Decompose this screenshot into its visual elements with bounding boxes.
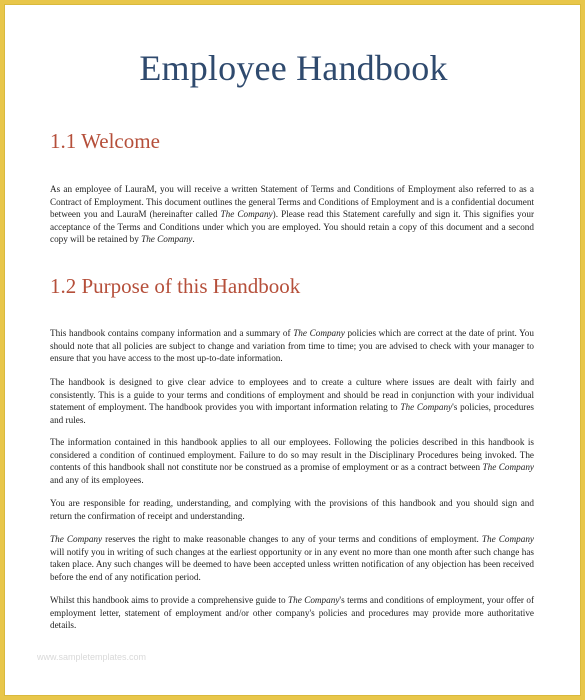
paragraph: The Company reserves the right to make reasonable changes to any of your terms and conditions of employment. The Company will notify you in writing of such changes at the earliest opportunity or in any event no more than one month after such change has taken place. Any such changes will be deemed to have been accepted unless written notification of any objection has been received before the end of any notification period. [50,534,535,582]
paragraph: This handbook contains company information and a summary of The Company policies which are correct at the date of print. You should note that all policies are subject to change and variation from time to time; you are advised to check with your manager to ensure that you have access to the most up-to-date information. [50,328,534,364]
watermark: www.sampletemplates.com [37,652,147,662]
paragraph: The information contained in this handbook applies to all our employees. Following the policies described in this handbook is considered a condition of continued employment. Failure to do so may result in the Disciplinary Procedures being invoked. The contents of this handbook shall not constitute nor be construed as a promise of employment or as a contract between The Company and any of its employees. [50,437,534,485]
section-heading-welcome: 1.1 Welcome [50,129,160,153]
paragraph: You are responsible for reading, understanding, and complying with the provisions of this handbook and you should sign and return the confirmation of receipt and understanding. [50,498,534,521]
document-title: Employee Handbook [139,48,448,88]
section-heading-purpose: 1.2 Purpose of this Handbook [50,274,301,298]
paragraph: The handbook is designed to give clear advice to employees and to create a culture where issues are dealt with fairly and consistently. This is a guide to your terms and conditions of employment and should be read in conjunction with your individual statement of employment. The handbook provides you with important information relating to The Company's policies, procedures and rules. [50,377,535,425]
paragraph: As an employee of LauraM, you will receive a written Statement of Terms and Conditions of Employment also referred to as a Contract of Employment. This document outlines the general Terms and Conditions of Employment and is a confidential document between you and LauraM (hereinafter called The Company). Please read this Statement carefully and sign it. This signifies your acceptance of the Terms and Conditions under which you are employed. You should retain a copy of this document and a second copy will be retained by The Company. [50,184,535,245]
paragraph: Whilst this handbook aims to provide a comprehensive guide to The Company's terms and conditions of employment, your offer of employment letter, statement of employment and/or other company's policies and procedures may provide more authoritative details. [50,595,535,631]
document-page [4,4,581,696]
